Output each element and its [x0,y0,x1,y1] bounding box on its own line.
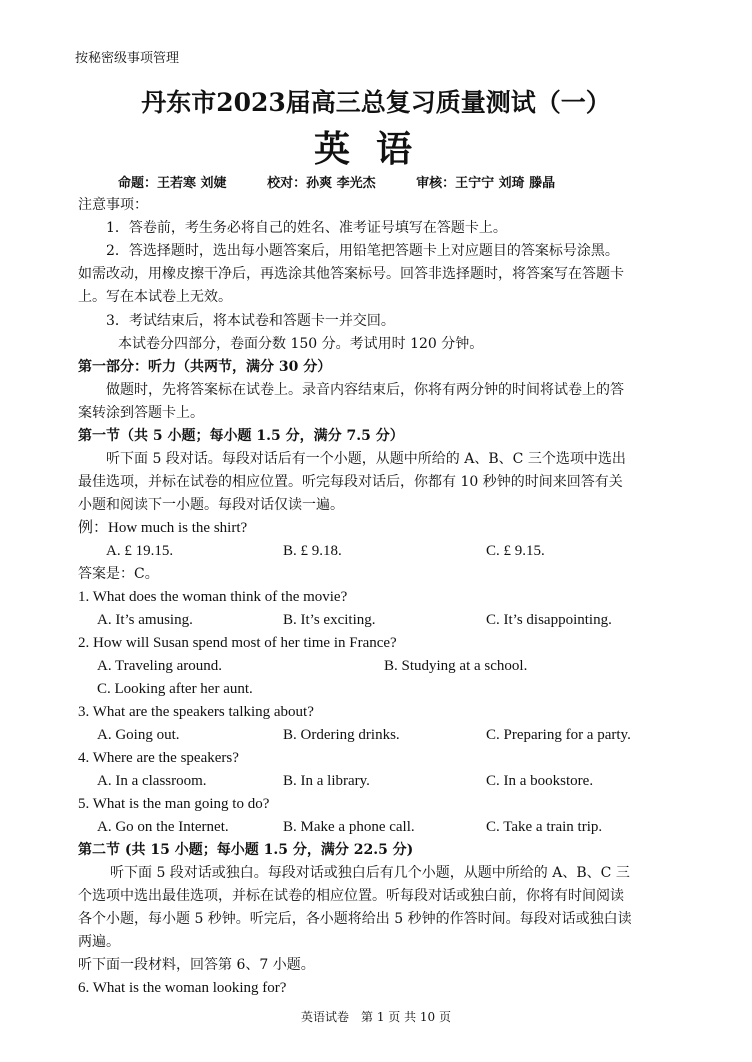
material-note: 听下面一段材料，回答第 6、7 小题。 [78,957,315,973]
subject-title: 英语 [313,128,438,170]
section1-instruction: 最佳选项，并标在试卷的相应位置。听完每段对话后，你都有 10 秒钟的时间来回答有关 [78,474,623,490]
section2-heading: 第二节 (共 15 小题；每小题 1.5 分，满分 22.5 分) [78,842,414,858]
section1-instruction: 听下面 5 段对话。每段对话后有一个小题，从题中所给的 A、B、C 三个选项中选出 [106,451,626,467]
page-footer: 英语试卷 第 1 页 共 10 页 [301,1010,451,1024]
q5-option-a: A. Go on the Internet. [97,819,229,835]
q4-option-c: C. In a bookstore. [486,773,594,789]
question-4: 4. Where are the speakers? [78,750,239,766]
notice-item: 1．答卷前，考生务必将自己的姓名、准考证号填写在答题卡上。 [106,220,507,236]
notice-item: 3．考试结束后，将本试卷和答题卡一并交回。 [106,313,395,329]
question-2: 2. How will Susan spend most of her time in France? [78,635,397,651]
section2-instruction: 两遍。 [78,934,120,950]
q1-option-b: B. It’s exciting. [283,612,376,628]
example-option-a: A. £ 19.15. [106,543,174,559]
example-option-c: C. £ 9.15. [486,543,545,559]
notice-item: 上。写在本试卷上无效。 [78,289,232,305]
section2-instruction: 个选项中选出最佳选项，并标在试卷的相应位置。听每段对话或独白前，你将有时间阅读 [78,888,624,904]
q5-option-c: C. Take a train trip. [486,819,603,835]
example-option-b: B. £ 9.18. [283,543,342,559]
question-1: 1. What does the woman think of the movie? [78,589,348,605]
section1-heading: 第一节（共 5 小题；每小题 1.5 分，满分 7.5 分） [78,428,404,444]
question-6: 6. What is the woman looking for? [78,980,287,996]
q2-option-c: C. Looking after her aunt. [97,681,253,697]
example-question: 例：How much is the shirt? [78,520,248,536]
part1-instruction: 案转涂到答题卡上。 [78,405,204,421]
question-5: 5. What is the man going to do? [78,796,270,812]
q4-option-b: B. In a library. [283,773,370,789]
exam-title: 丹东市2023届高三总复习质量测试（一） [141,88,611,117]
section1-instruction: 小题和阅读下一小题。每段对话仅读一遍。 [78,497,344,513]
q2-option-b: B. Studying at a school. [384,658,528,674]
q5-option-b: B. Make a phone call. [283,819,415,835]
notice-heading: 注意事项： [78,197,148,213]
notice-item: 本试卷分四部分，卷面分数 150 分。考试用时 120 分钟。 [118,336,484,352]
q1-option-c: C. It’s disappointing. [486,612,612,628]
credits-line [118,175,591,193]
q3-option-c: C. Preparing for a party. [486,727,631,743]
part1-heading: 第一部分：听力（共两节，满分 30 分） [78,359,332,375]
notice-item: 如需改动，用橡皮擦干净后，再选涂其他答案标号。回答非选择题时，将答案写在答题卡 [78,266,624,282]
notice-item: 2．答选择题时，选出每小题答案后，用铅笔把答题卡上对应题目的答案标号涂黑。 [106,243,619,259]
credit-author: 命题：王若寒 刘婕 [118,176,227,191]
part1-instruction: 做题时，先将答案标在试卷上。录音内容结束后，你将有两分钟的时间将试卷上的答 [106,382,624,398]
q3-option-a: A. Going out. [97,727,180,743]
q3-option-b: B. Ordering drinks. [283,727,400,743]
q1-option-a: A. It’s amusing. [97,612,193,628]
secret-mark: 按秘密级事项管理 [75,51,180,66]
question-3: 3. What are the speakers talking about? [78,704,314,720]
section2-instruction: 听下面 5 段对话或独白。每段对话或独白后有几个小题，从题中所给的 A、B、C 三 [110,865,630,881]
q4-option-a: A. In a classroom. [97,773,207,789]
credit-review: 审核：王宁宁 刘琦 滕晶 [416,176,556,191]
q2-option-a: A. Traveling around. [97,658,222,674]
credit-proofread: 校对：孙爽 李光杰 [267,176,376,191]
example-answer: 答案是：C。 [78,566,159,582]
section2-instruction: 各个小题，每小题 5 秒钟。听完后，各小题将给出 5 秒钟的作答时间。每段对话或独白读 [78,911,632,927]
